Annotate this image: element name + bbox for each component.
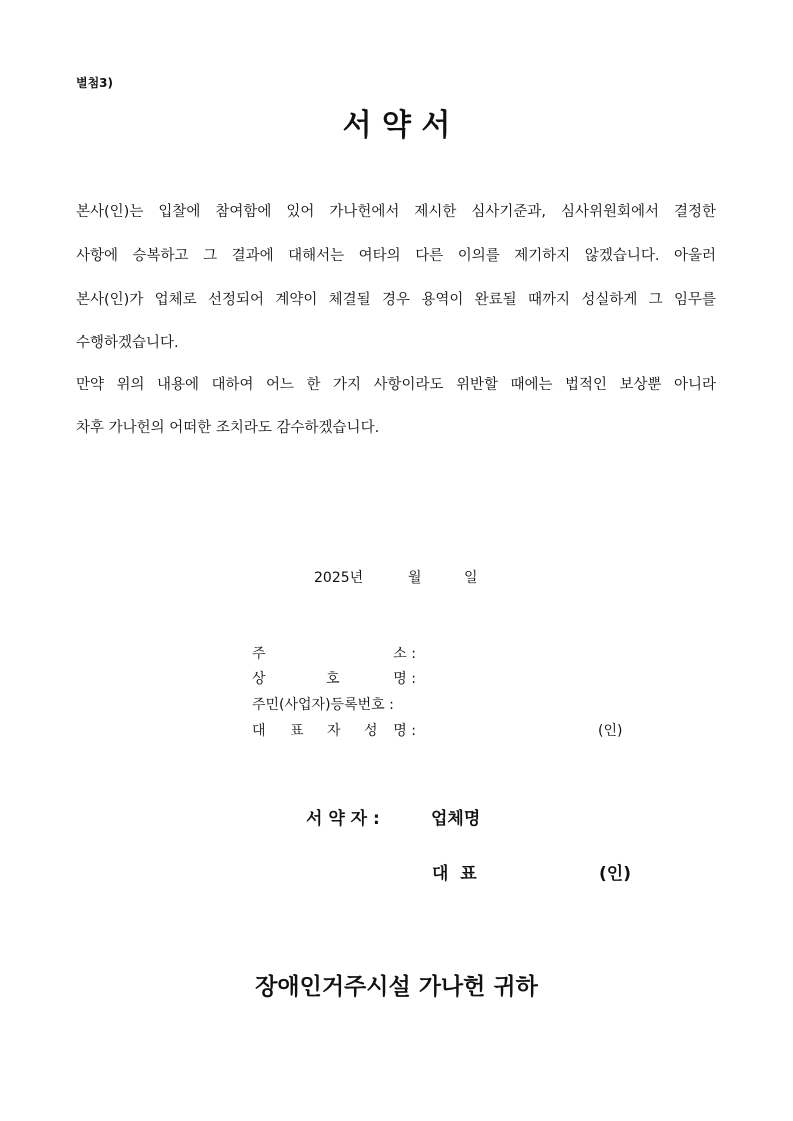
representative-char: 대 [252,723,266,739]
date-year: 2025년 [314,570,364,586]
date-month: 월 [408,570,422,586]
date-day: 일 [464,570,478,586]
document-title: 서 약 서 [342,108,451,143]
representative-char: 표 [290,723,304,739]
body-line: 차후 가나헌의 어떠한 조치라도 감수하겠습니다. [76,420,380,436]
addressee: 장애인거주시설 가나헌 귀하 [255,974,538,1000]
representative-label [252,720,416,740]
address-label [252,643,416,663]
body-line: 만약 위의 내용에 대하여 어느 한 가지 사항이라도 위반할 때에는 법적인 보상뿐 아니라 [76,377,716,393]
company-char: 호 [326,671,340,687]
representative-seal-mark: (인) [598,723,623,739]
signer-representative: 대 표 [432,864,477,884]
representative-char: 성 [364,723,378,739]
company-char: 명 : [393,671,416,687]
signer-company: 업체명 [431,809,481,829]
attachment-label: 별첨3) [76,76,114,90]
company-char: 상 [252,671,266,687]
signer-label: 서 약 자 : [306,809,380,829]
signer-seal-mark: (인) [599,864,631,884]
address-char: 소 : [393,646,416,662]
representative-char: 명 : [393,723,416,739]
body-line: 사항에 승복하고 그 결과에 대해서는 여타의 다른 이의를 제기하지 않겠습니다. 아울러 [76,248,716,264]
company-label [252,668,416,688]
registration-number-label: 주민(사업자)등록번호 : [252,697,394,713]
representative-char: 자 [327,723,341,739]
body-line: 수행하겠습니다. [76,335,179,351]
body-line: 본사(인)가 업체로 선정되어 계약이 체결될 경우 용역이 완료될 때까지 성실하게 그 임무를 [76,292,716,308]
body-line: 본사(인)는 입찰에 참여함에 있어 가나헌에서 제시한 심사기준과, 심사위원회에서 결정한 [76,204,716,220]
address-char: 주 [252,646,266,662]
